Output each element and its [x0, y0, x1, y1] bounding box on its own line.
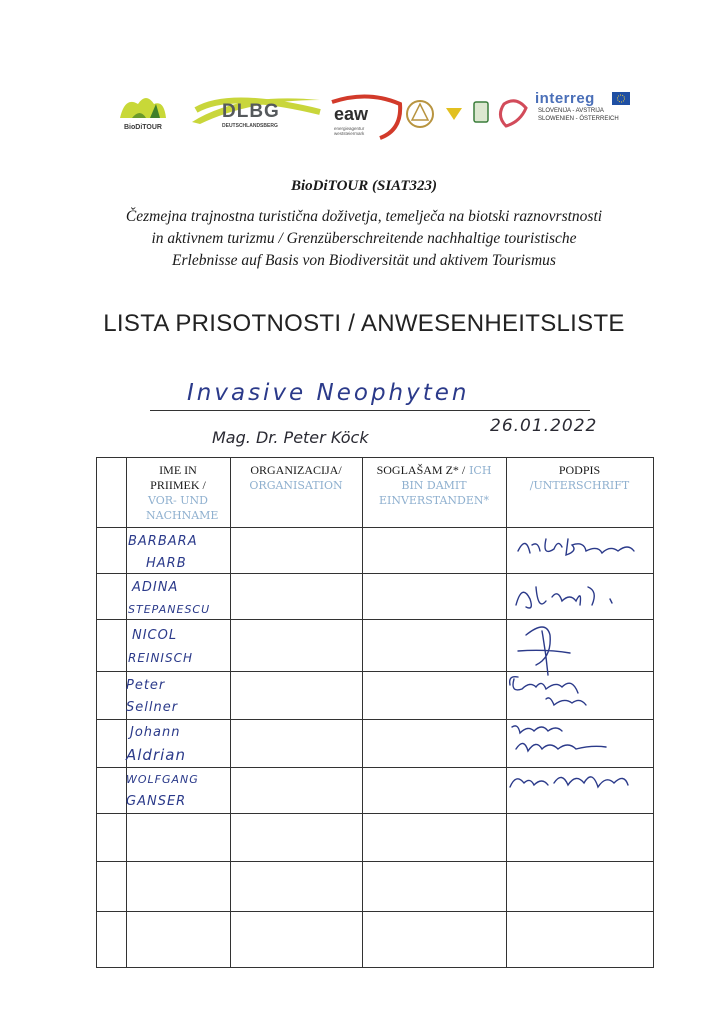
row2-last-name: STEPANESCU [128, 603, 211, 616]
biodi-logo-text: BioDiTOUR [124, 124, 162, 131]
eaw-logo-text: eaw [334, 104, 369, 124]
row1-first-name: BARBARA [128, 534, 198, 549]
header-name [126, 463, 230, 523]
signatures [506, 527, 653, 967]
table-row [126, 769, 199, 813]
row1-last-name: HARB [146, 556, 187, 571]
table-border-bottom [96, 967, 654, 968]
dlbg-logo-subtext: DEUTSCHLANDSBERG [222, 123, 278, 129]
subtitle-line-1: Čezmejna trajnostna turistična doživetja, temelječa na biotski raznovrstnosti [125, 208, 603, 225]
header-consent-de1: ICH [469, 464, 492, 477]
row3-last-name: REINISCH [128, 651, 193, 665]
header-name-de: VOR- UND NACHNAME [146, 494, 219, 522]
subtitle-line-2: in aktivnem turizmu / Grenzüberschreitende nachhaltige touristische [151, 230, 577, 247]
project-title: BioDiTOUR (SIAT323) [291, 178, 437, 194]
row3-first-name: NICOL [132, 628, 178, 643]
signature-row2 [516, 587, 612, 608]
signature-row1 [518, 539, 634, 555]
signature-row6 [510, 777, 628, 787]
table-row [128, 577, 210, 621]
interreg-sub2: SLOWENIEN - ÖSTERREICH [538, 116, 619, 122]
table-row [126, 675, 178, 719]
row5-last-name: Aldrian [126, 746, 186, 764]
logos-graphic [0, 0, 728, 160]
header-organization-de: ORGANISATION [249, 479, 343, 492]
interreg-sub1: SLOVENIJA - AVSTRIJA [538, 108, 604, 114]
event-date: 26.01.2022 [490, 416, 598, 436]
signature-row4 [510, 677, 586, 705]
header-name-sl: IME IN PRIIMEK / [150, 463, 206, 492]
biodi-logo [120, 98, 166, 118]
signature-row3 [518, 627, 570, 675]
row2-first-name: ADINA [132, 580, 179, 595]
header-signature-sl: PODPIS [558, 463, 601, 477]
eu-flag-icon [612, 92, 630, 105]
table-border-left [96, 457, 97, 968]
row6-last-name: GANSER [126, 794, 187, 809]
signature-row5 [512, 726, 606, 751]
table-col-divider [362, 457, 363, 968]
header-organization-sl: ORGANIZACIJA/ [250, 463, 342, 477]
emblem-bird-icon [446, 108, 462, 120]
table-border-top [96, 457, 654, 458]
logo-strip [0, 0, 728, 160]
dlbg-logo-text: DLBG [222, 101, 280, 122]
table-row [128, 625, 193, 669]
row6-first-name: WOLFGANG [126, 773, 199, 786]
topic-underline [150, 410, 590, 411]
event-organizer: Mag. Dr. Peter Köck [212, 428, 369, 447]
table-border-right [653, 457, 654, 968]
header-organization [230, 463, 362, 493]
region-logo-icon [500, 101, 526, 126]
page-heading: LISTA PRISOTNOSTI / ANWESENHEITSLISTE [103, 310, 625, 337]
header-signature-de: /UNTERSCHRIFT [529, 479, 630, 492]
event-topic: Invasive Neophyten [187, 380, 470, 406]
eaw-logo-subtext: energieagentur weststeiermark [334, 126, 365, 136]
header-consent-sl: SOGLAŠAM Z* / [376, 463, 466, 477]
header-signature [506, 463, 653, 493]
row5-first-name: Johann [130, 725, 181, 740]
table-row [128, 531, 198, 575]
header-consent-de2: BIN DAMIT EINVERSTANDEN* [378, 479, 490, 507]
coat-of-arms-icon [474, 102, 488, 122]
table-row [126, 722, 186, 766]
header-consent [362, 463, 506, 508]
table-col-divider [230, 457, 231, 968]
interreg-logo-text: interreg [535, 90, 595, 107]
attendance-table [96, 457, 654, 968]
subtitle-line-3: Erlebnisse auf Basis von Biodiversität und aktivem Tourismus [172, 252, 556, 269]
row4-last-name: Sellner [126, 700, 179, 715]
project-subtitle [40, 206, 688, 272]
row4-first-name: Peter [126, 678, 166, 693]
